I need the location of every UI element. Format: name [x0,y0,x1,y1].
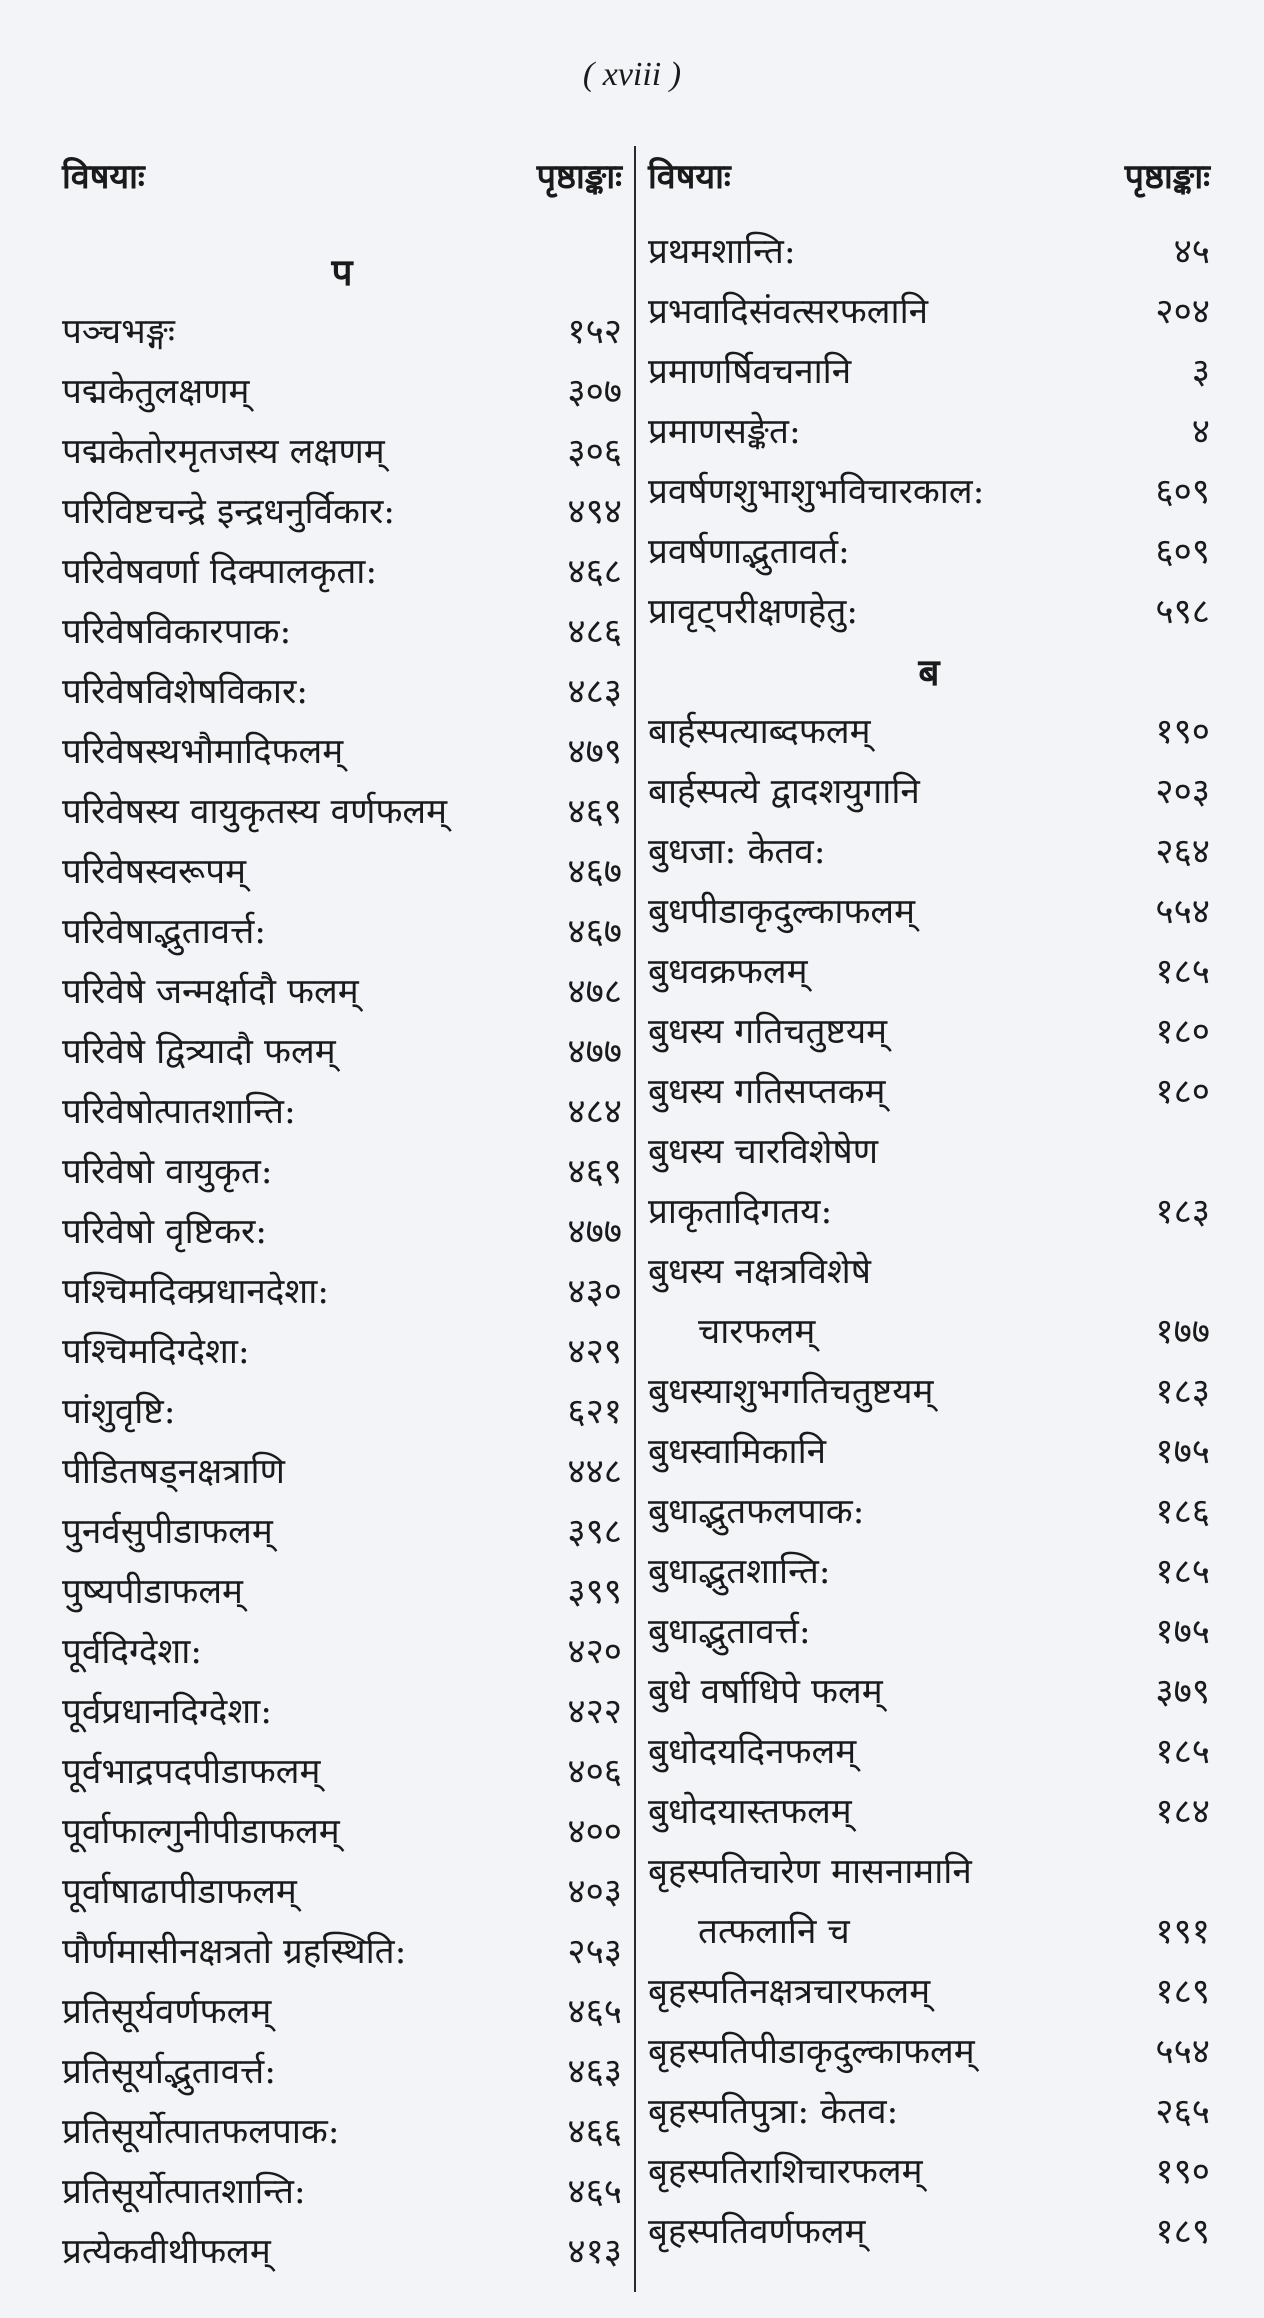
entry-term: प्रतिसूर्योत्पातफलपाक: [62,2111,340,2152]
entry-term: परिवेषे द्वित्र्यादौ फलम् [62,1031,336,1072]
entry-page-number: ६०९ [1155,531,1210,572]
entry-page-number: १५२ [567,311,622,352]
entry-term: परिवेषाद्भुतावर्त्त: [62,911,267,952]
entry-term: पञ्चभङ्गः [62,311,175,352]
entry-term: पुनर्वसुपीडाफलम् [62,1511,273,1552]
index-entry [648,1660,1210,1720]
index-entry [648,1600,1210,1660]
index-entry [648,1720,1210,1780]
index-entry [648,2200,1210,2260]
entry-page-number: ४०० [567,1811,622,1852]
entry-page-number: १८५ [1155,1731,1210,1772]
entry-page-number: १९० [1155,711,1210,752]
index-entry [62,600,622,660]
index-entry [62,420,622,480]
entry-term: पद्मकेतुलक्षणम् [62,371,250,412]
entry-term: प्रमाणर्षिवचनानि [648,351,852,392]
left-entry-list [62,300,622,2280]
section-letter-pa: प [331,250,353,294]
entry-term: पश्चिमदिग्देशा: [62,1331,250,1372]
index-entry [648,760,1210,820]
entry-page-number: ४ [1191,411,1210,452]
index-entry [648,460,1210,520]
entry-term: बुधोदयास्तफलम् [648,1791,852,1832]
index-entry [62,1920,622,1980]
entry-term: बार्हस्पत्याब्दफलम् [648,711,871,752]
index-entry [648,1000,1210,1060]
index-entry [648,1480,1210,1540]
index-entry [648,1180,1210,1240]
entry-page-number: ४९४ [567,491,622,532]
index-entry [648,1120,1210,1180]
index-entry [648,820,1210,880]
entry-term: बुधस्य गतिचतुष्टयम् [648,1011,888,1052]
entry-term: प्रावृट्परीक्षणहेतु: [648,591,859,632]
entry-page-number: ४६८ [567,551,622,592]
entry-term: बृहस्पतिवर्णफलम् [648,2211,866,2252]
entry-page-number: १८५ [1155,951,1210,992]
entry-page-number: ३९९ [567,1571,622,1612]
entry-term: बृहस्पतिनक्षत्रचारफलम् [648,1971,931,2012]
index-entry [648,1540,1210,1600]
entry-page-number: ६२१ [567,1391,622,1432]
entry-page-number: ४२९ [567,1331,622,1372]
subject-heading: विषयाः [648,157,731,197]
index-entry [62,300,622,360]
entry-page-number: ६०९ [1155,471,1210,512]
index-entry [648,1060,1210,1120]
index-entry [62,1680,622,1740]
entry-page-number: १९० [1155,2151,1210,2192]
index-entry [62,1380,622,1440]
entry-page-number: ४४८ [567,1451,622,1492]
index-entry [648,1780,1210,1840]
entry-term: बुधस्य नक्षत्रविशेषे [648,1251,871,1292]
entry-term: प्रवर्षणशुभाशुभविचारकाल: [648,471,985,512]
entry-page-number: ४८३ [567,671,622,712]
index-entry [648,1300,1210,1360]
entry-page-number: ४६३ [567,2051,622,2092]
entry-term: पूर्वदिग्देशा: [62,1631,203,1672]
index-entry [62,1260,622,1320]
subject-heading: विषयाः [62,157,145,197]
index-entry [62,1620,622,1680]
index-entry [62,1860,622,1920]
index-entry [62,1980,622,2040]
entry-term: बृहस्पतिपुत्रा: केतव: [648,2091,899,2132]
entry-term: प्रतिसूर्याद्भुतावर्त्त: [62,2051,277,2092]
index-entry [648,1960,1210,2020]
entry-term: बुधाद्भुतफलपाक: [648,1491,865,1532]
entry-page-number: ३७९ [1155,1671,1210,1712]
right-column [648,150,1210,2260]
entry-term: प्रवर्षणाद्भुतावर्त: [648,531,850,572]
entry-term: पीडितषड्नक्षत्राणि [62,1451,285,1492]
index-entry [648,1840,1210,1900]
entry-page-number: २६५ [1155,2091,1210,2132]
index-entry [62,960,622,1020]
entry-term: परिवेषस्वरूपम् [62,851,247,892]
entry-page-number: ५५४ [1155,891,1210,932]
index-entry [62,1740,622,1800]
entry-term: बुधस्य गतिसप्तकम् [648,1071,886,1112]
entry-term: बुधे वर्षाधिपे फलम् [648,1671,883,1712]
index-entry [62,1080,622,1140]
entry-page-number: ४७७ [567,1211,622,1252]
left-column [62,150,622,2280]
entry-page-number: ३०६ [567,431,622,472]
index-entry [62,1020,622,1080]
entry-term: पौर्णमासीनक्षत्रतो ग्रहस्थिति: [62,1931,407,1972]
entry-term: परिवेषोत्पातशान्ति: [62,1091,296,1132]
entry-page-number: ४७९ [567,731,622,772]
entry-page-number: ५५४ [1155,2031,1210,2072]
index-entry [62,660,622,720]
entry-page-number: ४३० [567,1271,622,1312]
entry-page-number: ३९८ [567,1511,622,1552]
index-entry [648,940,1210,1000]
entry-term: बृहस्पतिराशिचारफलम् [648,2151,923,2192]
entry-term: पूर्वाषाढापीडाफलम् [62,1871,297,1912]
entry-page-number: १८९ [1155,1971,1210,2012]
entry-term: प्राकृतादिगतय: [648,1191,833,1232]
index-entry [648,880,1210,940]
index-entry [62,1200,622,1260]
entry-term: पांशुवृष्टि: [62,1391,176,1432]
entry-term: पुष्यपीडाफलम् [62,1571,243,1612]
entry-term: प्रतिसूर्यवर्णफलम् [62,1991,272,2032]
entry-term: तत्फलानि च [698,1911,850,1952]
entry-page-number: ४२० [567,1631,622,1672]
entry-term: प्रमाणसङ्केत: [648,411,801,452]
index-entry [62,900,622,960]
entry-term: बुधाद्भुतावर्त्त: [648,1611,811,1652]
entry-page-number: ४७७ [567,1031,622,1072]
entry-term: परिवेषस्थभौमादिफलम् [62,731,344,772]
entry-term: परिवेषे जन्मर्क्षादौ फलम् [62,971,359,1012]
index-entry [62,2100,622,2160]
entry-page-number: ४७८ [567,971,622,1012]
entry-term: परिवेषविकारपाक: [62,611,292,652]
index-entry [62,2040,622,2100]
entry-page-number: १८० [1155,1011,1210,1052]
entry-page-number: ४२२ [567,1691,622,1732]
entry-page-number: १८९ [1155,2211,1210,2252]
entry-page-number: ४०३ [567,1871,622,1912]
entry-term: प्रभवादिसंवत्सरफलानि [648,291,929,332]
index-entry [62,1140,622,1200]
entry-page-number: ४६७ [567,911,622,952]
entry-page-number: १८४ [1155,1791,1210,1832]
entry-page-number: १८५ [1155,1551,1210,1592]
index-entry [62,840,622,900]
right-column-header [648,150,1210,200]
index-entry [648,520,1210,580]
entry-page-number: ३ [1191,351,1210,392]
entry-term: पूर्वाफाल्गुनीपीडाफलम् [62,1811,340,1852]
page-heading: पृष्ठाङ्काः [1124,157,1210,197]
left-column-header [62,150,622,200]
index-entry [62,480,622,540]
entry-page-number: १७५ [1155,1431,1210,1472]
entry-page-number: ४१३ [567,2231,622,2272]
entry-page-number: १७५ [1155,1611,1210,1652]
entry-page-number: ४०६ [567,1751,622,1792]
index-entry [648,700,1210,760]
entry-term: बुधोदयदिनफलम् [648,1731,857,1772]
entry-page-number: ५९८ [1155,591,1210,632]
right-entry-list-b [648,700,1210,2260]
index-entry [62,1320,622,1380]
index-entry [648,580,1210,640]
index-entry [62,2160,622,2220]
index-entry [62,1800,622,1860]
entry-term: बृहस्पतिपीडाकृदुल्काफलम् [648,2031,975,2072]
index-entry [648,2080,1210,2140]
entry-page-number: ४६९ [567,791,622,832]
index-entry [648,220,1210,280]
entry-page-number: ४६९ [567,1151,622,1192]
entry-term: बुधवक्रफलम् [648,951,808,992]
entry-term: प्रतिसूर्योत्पातशान्ति: [62,2171,306,2212]
entry-term: परिवेषविशेषविकार: [62,671,309,712]
index-entry [62,2220,622,2280]
entry-page-number: ४६५ [567,2171,622,2212]
entry-page-number: २०४ [1155,291,1210,332]
index-entry [62,1560,622,1620]
entry-page-number: ४६७ [567,851,622,892]
entry-page-number: १९१ [1155,1911,1210,1952]
entry-term: बुधाद्भुतशान्ति: [648,1551,831,1592]
entry-term: परिवेषस्य वायुकृतस्य वर्णफलम् [62,791,448,832]
entry-term: पद्मकेतोरमृतजस्य लक्षणम् [62,431,385,472]
entry-page-number: २०३ [1155,771,1210,812]
entry-term: परिवेषो वृष्टिकर: [62,1211,268,1252]
column-divider [634,146,636,2292]
entry-term: परिवेषवर्णा दिक्पालकृता: [62,551,378,592]
index-entry [62,540,622,600]
entry-page-number: १७७ [1155,1311,1210,1352]
entry-page-number: ४८४ [567,1091,622,1132]
index-entry [648,1420,1210,1480]
index-entry [648,280,1210,340]
index-entry [62,360,622,420]
entry-term: बुधस्य चारविशेषेण [648,1131,879,1172]
index-entry [648,1360,1210,1420]
entry-page-number: १८३ [1155,1191,1210,1232]
entry-page-number: १८३ [1155,1371,1210,1412]
entry-term: परिविष्टचन्द्रे इन्द्रधनुर्विकार: [62,491,396,532]
index-entry [648,400,1210,460]
index-entry [62,1500,622,1560]
entry-page-number: ४६६ [567,2111,622,2152]
entry-term: बुधजा: केतव: [648,831,826,872]
entry-term: पूर्वप्रधानदिग्देशा: [62,1691,272,1732]
index-entry [648,1900,1210,1960]
index-entry [62,720,622,780]
entry-term: बार्हस्पत्ये द्वादशयुगानि [648,771,920,812]
index-entry [648,1240,1210,1300]
index-entry [648,340,1210,400]
entry-page-number: २५३ [567,1931,622,1972]
entry-term: बृहस्पतिचारेण मासनामानि [648,1851,972,1892]
entry-page-number: ३०७ [567,371,622,412]
entry-term: परिवेषो वायुकृत: [62,1151,273,1192]
entry-term: बुधपीडाकृदुल्काफलम् [648,891,916,932]
page-number: ( xviii ) [582,56,682,93]
entry-page-number: ४५ [1173,231,1210,272]
entry-term: प्रत्येकवीथीफलम् [62,2231,271,2272]
entry-page-number: २६४ [1155,831,1210,872]
page-heading: पृष्ठाङ्काः [536,157,622,197]
entry-page-number: ४६५ [567,1991,622,2032]
entry-term: बुधस्वामिकानि [648,1431,827,1472]
entry-page-number: १८६ [1155,1491,1210,1532]
right-entry-list-a [648,220,1210,640]
entry-page-number: ४८६ [567,611,622,652]
section-letter-ba: ब [918,650,940,694]
entry-term: चारफलम् [698,1311,816,1352]
entry-term: पश्चिमदिक्प्रधानदेशा: [62,1271,330,1312]
index-entry [648,2020,1210,2080]
index-entry [62,780,622,840]
entry-term: बुधस्याशुभगतिचतुष्टयम् [648,1371,934,1412]
entry-page-number: १८० [1155,1071,1210,1112]
entry-term: पूर्वभाद्रपदपीडाफलम् [62,1751,321,1792]
index-entry [62,1440,622,1500]
entry-term: प्रथमशान्ति: [648,231,796,272]
index-entry [648,2140,1210,2200]
